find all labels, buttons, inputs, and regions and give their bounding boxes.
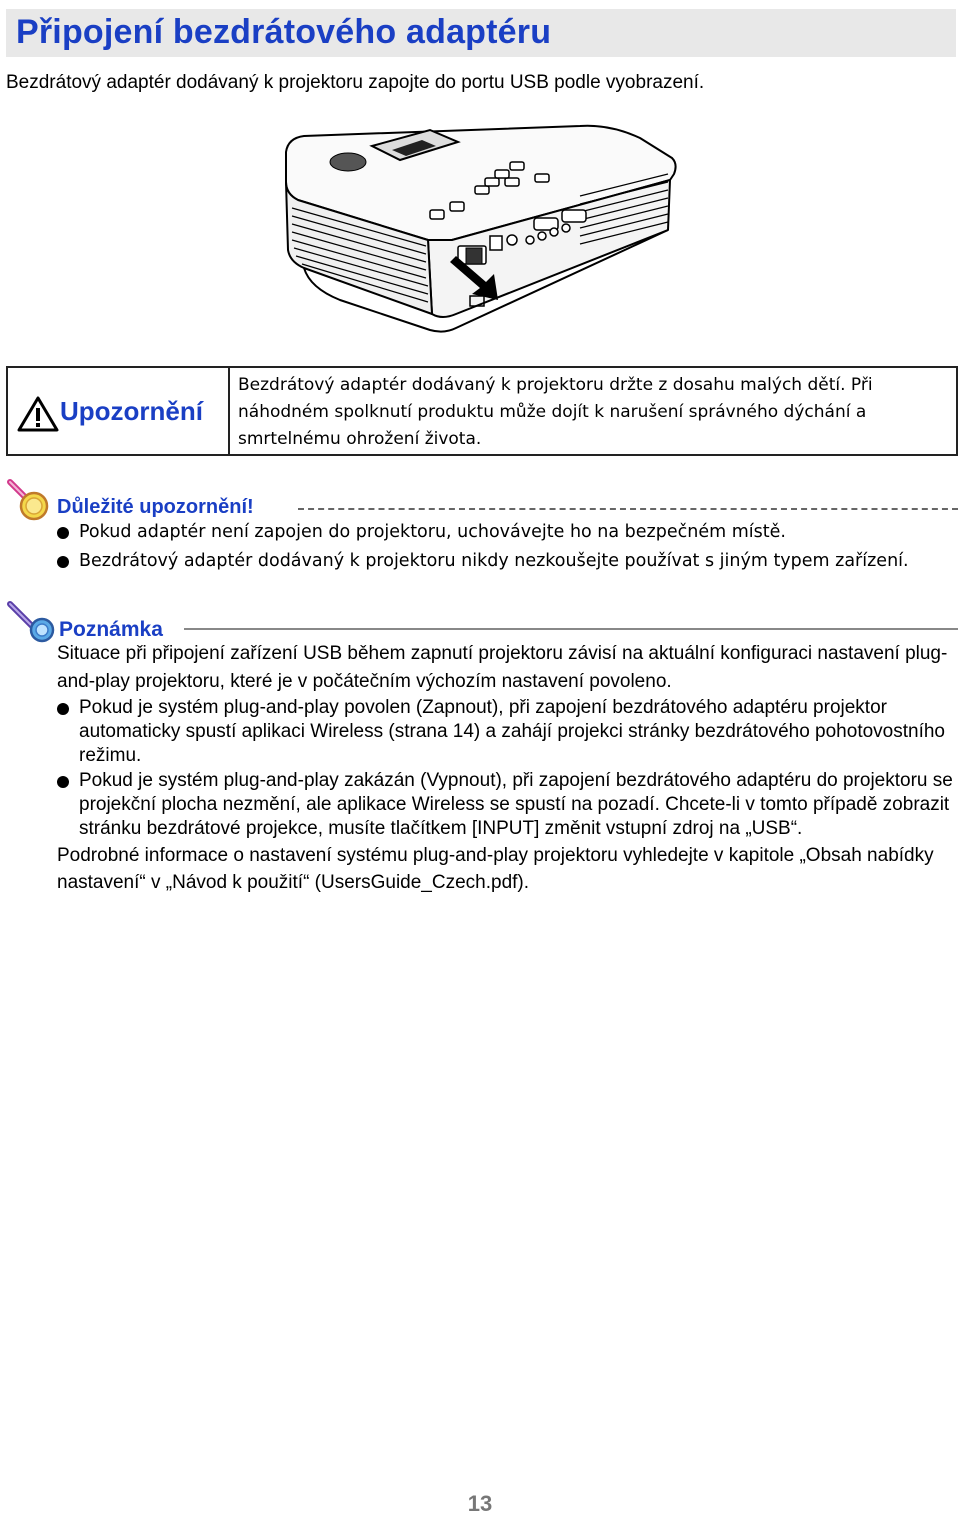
intro-text: Bezdrátový adaptér dodávaný k projektoru zapojte do portu USB podle vyobrazení.	[6, 72, 705, 93]
note-outro: Podrobné informace o nastavení systému plug-and-play projektoru vyhledejte v kapitole „Obsah nabídky nastavení“ v „Návod k použití“ (UsersGuide_Czech.pdf).	[57, 845, 934, 893]
projector-illustration	[280, 118, 680, 333]
warning-box	[6, 366, 958, 456]
list-item: Bezdrátový adaptér dodávaný k projektoru nikdy nezkoušejte používat s jiným typem zařízení.	[57, 547, 909, 576]
important-header	[57, 496, 254, 519]
note-pencil-icon	[6, 600, 56, 644]
page-title: Připojení bezdrátového adaptéru	[16, 13, 552, 51]
important-magnifier-icon	[6, 478, 52, 522]
warning-triangle-icon	[16, 395, 60, 433]
note-title: Poznámka	[59, 618, 163, 641]
warning-text: Bezdrátový adaptér dodávaný k projektoru držte z dosahu malých dětí. Při náhodném spolknutí produktu může dojít k narušení správného dýchání a smrtelnému ohrožení života.	[238, 375, 873, 449]
warning-label: Upozornění	[60, 396, 203, 426]
title-bar	[6, 9, 956, 57]
warning-label-cell	[8, 368, 230, 454]
important-title: Důležité upozornění!	[57, 496, 254, 518]
list-item: Pokud je systém plug-and-play zakázán (Vypnout), při zapojení bezdrátového adaptéru do projektoru se projekční plocha nezmění, ale aplikace Wireless se spustí na pozadí. Chcete-li v tomto případě zobrazit stránku bezdrátové projekce, musíte tlačítkem [INPUT] změnit vstupní zdroj na „USB“.	[57, 769, 957, 841]
page-number: 13	[467, 1491, 493, 1514]
note-body	[57, 640, 957, 896]
list-item: Pokud adaptér není zapojen do projektoru, uchovávejte ho na bezpečném místě.	[57, 518, 909, 547]
important-divider	[298, 508, 958, 510]
list-item: Pokud je systém plug-and-play povolen (Zapnout), při zapojení bezdrátového adaptéru projektor automaticky spustí aplikaci Wireless (strana 14) a zahájí projekci stránky bezdrátového pohotovostního režimu.	[57, 696, 957, 768]
note-intro: Situace při připojení zařízení USB během zapnutí projektoru závisí na aktuální konfiguraci nastavení plug-and-play projektoru, které je v počátečním výchozím nastavení povoleno.	[57, 643, 948, 692]
note-divider	[184, 628, 958, 630]
important-list	[57, 518, 909, 576]
note-list	[57, 696, 957, 841]
note-header	[59, 618, 163, 642]
